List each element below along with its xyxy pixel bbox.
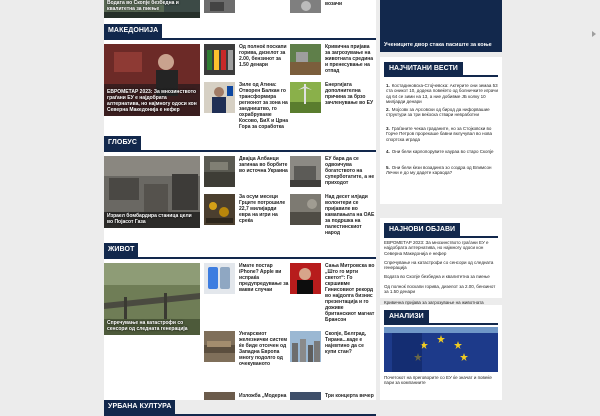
zivot-feature-caption[interactable]: Спречување на катастрофи со сенсори од следната генерација	[107, 320, 188, 332]
section-label-zivot[interactable]: ЖИВОТ	[104, 243, 138, 257]
zivot-feature-image[interactable]	[104, 263, 200, 335]
most-read-item-5[interactable]: 5. Они бели ќези возадинга зо создра од Влимсон Лечни е до му дадете караода?	[386, 165, 492, 176]
globus-thumb-4[interactable]	[290, 194, 321, 225]
globus-thumb-2[interactable]	[204, 194, 235, 225]
zivot-col2-title-2[interactable]: Скопје, Белград, Тирана...каде е најевтино да се купи стан?	[325, 331, 367, 355]
sidebar-top-banner-caption[interactable]: Учениците двор стака пасиште за коње	[384, 41, 492, 48]
newest-divider	[384, 236, 498, 238]
section-bar-globus	[104, 136, 376, 152]
main-column	[104, 0, 376, 410]
scroll-right-icon[interactable]	[590, 30, 598, 38]
zivot-col1-title-1[interactable]: Имате постар iPhone? Apple ви испраќа предупредување за вакви случаи	[239, 263, 289, 293]
most-read-item-2[interactable]: 2. Мојсовк за Арсовски од бирод да нифорвашие структури за три веќоска ствари невработни	[386, 107, 490, 118]
most-read-heading: НАЈЧИТАНИ ВЕСТИ	[384, 62, 463, 76]
section-bar-urbana-kultura	[104, 400, 376, 416]
top-story-image[interactable]	[104, 0, 200, 18]
globus-col2-title-2[interactable]: Над десет илјади волонтери се пријавиле во камапањата на ОАЕ за подршка на палестинскиот народ	[325, 194, 375, 236]
globus-col2-title-1[interactable]: ЕУ бара да се одвоичува богатството на суперботатите, а не приходот	[325, 156, 375, 186]
globus-feature-image[interactable]	[104, 156, 200, 228]
sidebar	[380, 0, 502, 400]
newest-box	[380, 218, 502, 305]
most-read-item-3[interactable]: 3. Граѓаните чекаа граданите, но за Стојковски во Горче Петров прорекаше бавни вклучувал во нова спортска играда	[386, 126, 492, 142]
top-thumb-2[interactable]	[290, 0, 321, 13]
globus-col1-title-2[interactable]: За осум месеци Грците потрошиле 22,7 милијарди евра на игри на среќа	[239, 194, 286, 224]
section-bar-makedonija	[104, 24, 376, 40]
makedonija-thumb-1[interactable]	[204, 44, 235, 75]
most-read-item-4[interactable]: 4. Они бели карлопорувите каураа во старо Скопје	[386, 149, 494, 154]
zivot-thumb-4[interactable]	[290, 331, 321, 362]
most-read-box	[380, 57, 502, 204]
analyses-caption[interactable]: Почетокот на преговорите со ЕУ ќе значат и повеќе пари за компаниите	[384, 375, 492, 386]
globus-col1-title-1[interactable]: Двајца Албанци загинаа во борбите во источна Украина	[239, 156, 288, 174]
newest-item-1[interactable]: ЕВРОМЕТАР 2023: За мнозинството граѓани ЕУ е најдобрата алтернатива, но најмногу одоси кон Северна Македонија е нефер	[384, 240, 489, 256]
newest-item-3[interactable]: Водата во Скопје безбедна и квалитетна за пиење	[384, 274, 490, 279]
zivot-thumb-1[interactable]	[204, 263, 235, 294]
zivot-col1-title-2[interactable]: Унгарскиот железнички систем ќе биде отсечен од Западна Европа многу подолго од очекуваното	[239, 331, 288, 367]
newest-heading: НАЈНОВИ ОБЈАВИ	[384, 223, 460, 237]
top-thumb[interactable]	[204, 0, 235, 13]
top-article-title[interactable]: возачи	[325, 1, 343, 7]
urbana-col1-title-1[interactable]: Изложба „Модерна	[239, 393, 287, 399]
zivot-col2-title-1[interactable]: Сања Митровска во „Што го мрти светот“: Го скршивме Гинисовиот рекорд во најдолга бизнис презентација и го доживе британскиот магнат Брансон	[325, 263, 375, 323]
zivot-thumb-3[interactable]	[290, 263, 321, 294]
globus-thumb-1[interactable]	[204, 156, 235, 187]
most-read-item-1[interactable]: 1. Костадиновска-Стојчевска: Актерите они земаа 53 ста оникот 10, додека повеќето од болничките играчи од 64 се зими на 13, а ние добивме ЈБ колку 10 милјарди денари	[386, 83, 498, 105]
makedonija-col2-title-2[interactable]: Енергијата дополнителна причина за брзо зачленување во ЕУ	[325, 82, 374, 106]
urbana-thumb-2[interactable]	[290, 392, 321, 400]
makedonija-col2-title-1[interactable]: Кривична пријава за загрозување на животната средина и пренесување на отпад	[325, 44, 374, 74]
section-label-globus[interactable]: ГЛОБУС	[104, 136, 141, 150]
newest-item-2[interactable]: Спречување на катастрофи со сенсори од следната генерација	[384, 260, 494, 271]
top-story-caption[interactable]: Водата во Скопје безбедна и квалитетна за пиење	[107, 0, 179, 12]
analyses-heading: АНАЛИЗИ	[384, 310, 429, 324]
urbana-col2-title-1[interactable]: Три концерта вечер	[325, 393, 374, 399]
makedonija-col1-title-1[interactable]: Од полноќ поскапи горива, дизелот за 2.00, бензинот за 1.50 денари	[239, 44, 287, 68]
analyses-divider	[384, 323, 498, 325]
section-bar-zivot	[104, 243, 376, 259]
makedonija-col1-title-2[interactable]: Зиле од Атина: Отворен Балкан го трансформира регионот за зона на заедништво, го охрабруваме Косово, БиХ и Црна Гора за соработка	[239, 82, 289, 130]
makedonija-feature-caption[interactable]: ЕВРОМЕТАР 2023: За мнозинството граѓани ЕУ е најдобрата алтернатива, но најмногу одоси кон Северна Македонија е нефер	[107, 89, 197, 113]
sidebar-top-banner[interactable]	[380, 0, 502, 52]
zivot-thumb-2[interactable]	[204, 331, 235, 362]
most-read-divider	[384, 75, 498, 77]
analyses-box	[380, 305, 502, 400]
makedonija-feature-image[interactable]	[104, 44, 200, 116]
makedonija-thumb-3[interactable]	[290, 44, 321, 75]
section-label-makedonija[interactable]: МАКЕДОНИЈА	[104, 24, 162, 38]
section-label-urbana-kultura[interactable]: УРБАНА КУЛТУРА	[104, 400, 175, 414]
makedonija-thumb-2[interactable]	[204, 82, 235, 113]
globus-thumb-3[interactable]	[290, 156, 321, 187]
analyses-image[interactable]	[384, 327, 498, 372]
urbana-thumb-1[interactable]	[204, 392, 235, 400]
globus-feature-caption[interactable]: Израел бомбардира станица цели во Појасот Газа	[107, 213, 192, 225]
newest-item-5[interactable]: Кривична пријава за загрозување на животната	[384, 300, 484, 305]
makedonija-thumb-4[interactable]	[290, 82, 321, 113]
newest-item-4[interactable]: Од полноќ поскапи горива, дизелот за 2.00, бензинот за 1.50 денари	[384, 284, 496, 295]
